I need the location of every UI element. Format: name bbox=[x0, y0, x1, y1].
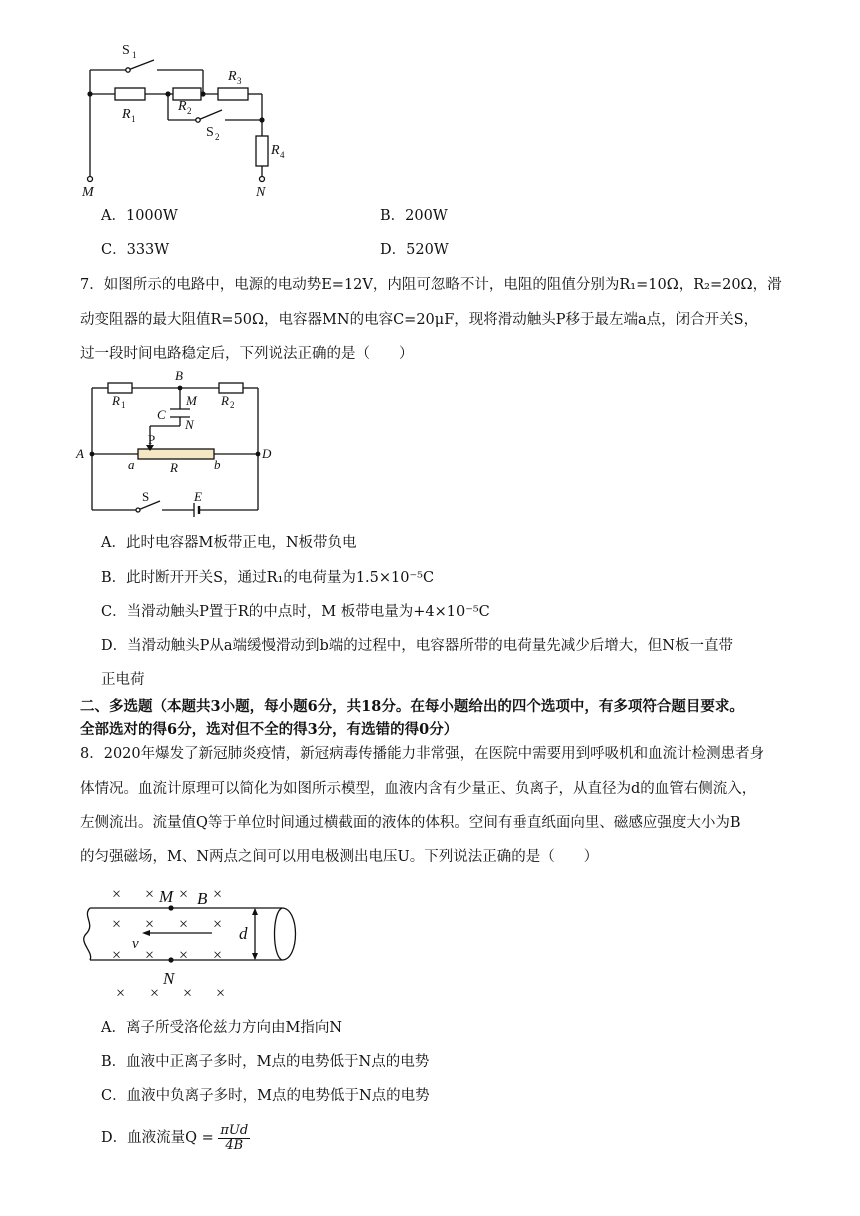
end-b-label: b bbox=[214, 457, 221, 472]
q7-option-a: A．此时电容器M板带正电，N板带负电 bbox=[101, 535, 357, 551]
s2-sub: 2 bbox=[215, 132, 220, 142]
node-a-label: A bbox=[76, 446, 84, 461]
node-b-label: B bbox=[175, 368, 183, 383]
switch-s-label: S bbox=[142, 489, 150, 504]
diameter-d-label: d bbox=[239, 924, 248, 943]
point-n-label: N bbox=[163, 969, 175, 988]
end-a-label: a bbox=[128, 457, 135, 472]
flow-formula-fraction: $\frac{\text{πUd}}{4B}$ bbox=[220, 1122, 249, 1153]
field-cross: × bbox=[179, 916, 189, 933]
r1-sub: 1 bbox=[121, 400, 126, 410]
q8-stem-line4: 的匀强磁场，M、N两点之间可以用电极测出电压U。下列说法正确的是（ ） bbox=[80, 849, 599, 865]
r4-sub: 4 bbox=[280, 150, 285, 160]
q6-option-d: D．520W bbox=[380, 242, 449, 258]
field-cross: × bbox=[150, 985, 160, 1002]
q7-option-c: C．当滑动触头P置于R的中点时，M 板带电量为+4×10⁻⁵C bbox=[101, 604, 490, 620]
m-terminal-label: M bbox=[82, 185, 94, 200]
field-b-label: B bbox=[197, 889, 208, 908]
q6-option-c: C．333W bbox=[101, 242, 170, 258]
circuit-diagram-2 bbox=[72, 368, 282, 528]
circuit-diagram-1 bbox=[70, 36, 300, 201]
q6-option-a: A．1000W bbox=[101, 208, 178, 224]
q8-option-c: C．血液中负离子多时，M点的电势低于N点的电势 bbox=[101, 1088, 430, 1104]
field-cross: × bbox=[213, 886, 223, 903]
slider-p-label: P bbox=[148, 432, 156, 447]
plate-n-label: N bbox=[185, 417, 194, 432]
section2-heading-line1: 二、多选题（本题共3小题，每小题6分，共18分。在每小题给出的四个选项中，有多项符合题目要求。 bbox=[80, 698, 744, 715]
field-cross: × bbox=[145, 886, 155, 903]
s1-label: S bbox=[122, 43, 130, 58]
q8-option-a: A．离子所受洛伦兹力方向由M指向N bbox=[101, 1020, 343, 1036]
q7-stem-line3: 过一段时间电路稳定后，下列说法正确的是（ ） bbox=[80, 346, 414, 362]
section2-heading-line2: 全部选对的得6分，选对但不全的得3分，有选错的得0分） bbox=[80, 721, 459, 738]
q8-option-b: B．血液中正离子多时，M点的电势低于N点的电势 bbox=[101, 1054, 430, 1070]
q6-option-b: B．200W bbox=[380, 208, 448, 224]
capacitor-c-label: C bbox=[157, 407, 166, 422]
r2-label: R bbox=[221, 393, 229, 408]
field-cross: × bbox=[112, 947, 122, 964]
r1-sub: 1 bbox=[131, 114, 136, 124]
field-cross: × bbox=[145, 916, 155, 933]
field-cross: × bbox=[116, 985, 126, 1002]
r3-label: R bbox=[228, 69, 237, 84]
q7-option-b: B．此时断开开关S，通过R₁的电荷量为1.5×10⁻⁵C bbox=[101, 570, 435, 586]
emf-e-label: E bbox=[194, 489, 202, 504]
field-cross: × bbox=[216, 985, 226, 1002]
velocity-v-label: v bbox=[132, 936, 139, 952]
point-m-label: M bbox=[159, 887, 174, 906]
r1-label: R bbox=[122, 107, 131, 122]
q8-option-d: D．血液流量Q = $\frac{\text{πUd}}{4B}$ bbox=[101, 1122, 249, 1153]
blood-vessel-figure bbox=[72, 880, 302, 1005]
r4-label: R bbox=[271, 143, 280, 158]
n-terminal-label: N bbox=[256, 185, 266, 200]
field-cross: × bbox=[179, 947, 189, 964]
s1-sub: 1 bbox=[132, 50, 137, 60]
q7-option-d-cont: 正电荷 bbox=[101, 672, 145, 688]
node-d-label: D bbox=[262, 446, 272, 461]
s2-label: S bbox=[206, 125, 214, 140]
q7-option-d: D．当滑动触头P从a端缓慢滑动到b端的过程中，电容器所带的电荷量先减少后增大，但N板一直带 bbox=[101, 638, 733, 654]
r3-sub: 3 bbox=[237, 76, 242, 86]
r2-sub: 2 bbox=[230, 400, 235, 410]
field-cross: × bbox=[179, 886, 189, 903]
q8-stem-line3: 左侧流出。流量值Q等于单位时间通过横截面的液体的体积。空间有垂直纸面向里、磁感应强度大小为B bbox=[80, 815, 741, 831]
rheostat-r-label: R bbox=[170, 460, 178, 475]
r2-label: R bbox=[178, 99, 187, 114]
q7-stem-line1: 7．如图所示的电路中，电源的电动势E=12V，内阻可忽略不计，电阻的阻值分别为R₁=10Ω，R₂=20Ω，滑 bbox=[80, 277, 782, 293]
field-cross: × bbox=[213, 916, 223, 933]
field-cross: × bbox=[145, 947, 155, 964]
field-cross: × bbox=[213, 947, 223, 964]
r2-sub: 2 bbox=[187, 106, 192, 116]
q7-stem-line2: 动变阻器的最大阻值R=50Ω，电容器MN的电容C=20μF，现将滑动触头P移于最左端a点，闭合开关S， bbox=[80, 312, 759, 328]
q8-stem-line1: 8．2020年爆发了新冠肺炎疫情，新冠病毒传播能力非常强，在医院中需要用到呼吸机和血流计检测患者身 bbox=[80, 746, 765, 762]
r1-label: R bbox=[112, 393, 120, 408]
q8-stem-line2: 体情况。血流计原理可以简化为如图所示模型，血液内含有少量正、负离子，从直径为d的血管右侧流入， bbox=[80, 781, 757, 797]
field-cross: × bbox=[112, 916, 122, 933]
plate-m-label: M bbox=[186, 393, 197, 408]
field-cross: × bbox=[183, 985, 193, 1002]
field-cross: × bbox=[112, 886, 122, 903]
